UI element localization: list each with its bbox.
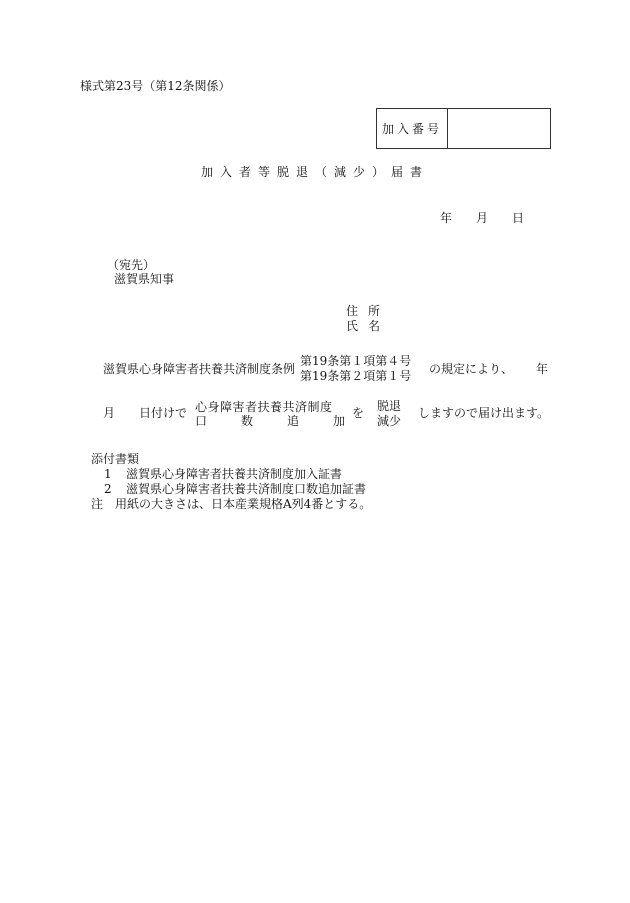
article-option-1: 第19条第１項第４号 (300, 354, 412, 368)
attachment-number: 1 (104, 467, 112, 481)
attachment-text: 滋賀県心身障害者扶養共済制度加入証書 (126, 467, 343, 481)
form-number: 様式第23号（第12条関係） (80, 79, 231, 93)
attachment-item (104, 467, 342, 481)
withdraw-option-2: 減少 (377, 414, 402, 428)
add-count-char: 加 (332, 414, 345, 428)
addressee-label: （宛先） (107, 258, 156, 272)
sentence-year: 年 (536, 362, 549, 376)
add-count-char: 口 (195, 414, 208, 428)
ordinance-name: 滋賀県心身障害者扶養共済制度条例 (103, 362, 296, 376)
attachment-text: 滋賀県心身障害者扶養共済制度口数追加証書 (126, 482, 367, 496)
address-label: 住所 (346, 304, 391, 318)
document-title: 加入者等脱退（減少）届書 (200, 165, 429, 179)
enrollment-number-box (376, 108, 551, 149)
system-name: 心身障害者扶養共済制度 (195, 400, 333, 414)
name-label: 氏名 (346, 319, 391, 333)
withdraw-option-1: 脱退 (377, 399, 402, 413)
closing-text: しますので届け出ます。 (418, 406, 550, 420)
paper-size-note: 注 用紙の大きさは、日本産業規格A列4番とする。 (91, 497, 372, 511)
enrollment-number-label: 加入番号 (377, 109, 448, 148)
attachment-item (104, 482, 366, 496)
addressee-name: 滋賀県知事 (114, 272, 175, 286)
date-month: 月 (476, 211, 489, 225)
particle-wo: を (352, 406, 365, 420)
article-option-2: 第19条第２項第１号 (300, 369, 412, 383)
sentence-month: 月 (103, 406, 116, 420)
date-line (440, 211, 524, 225)
add-count-char: 数 (240, 414, 253, 428)
add-count-text (195, 414, 345, 428)
add-count-char: 追 (286, 414, 299, 428)
date-year: 年 (440, 211, 453, 225)
enrollment-number-value[interactable] (448, 109, 550, 148)
provision-text: の規定により、 (429, 362, 514, 376)
attachment-number: 2 (104, 482, 112, 496)
attachments-title: 添付書類 (91, 452, 140, 466)
sentence-dated: 日付けで (139, 406, 188, 420)
date-day: 日 (512, 211, 525, 225)
